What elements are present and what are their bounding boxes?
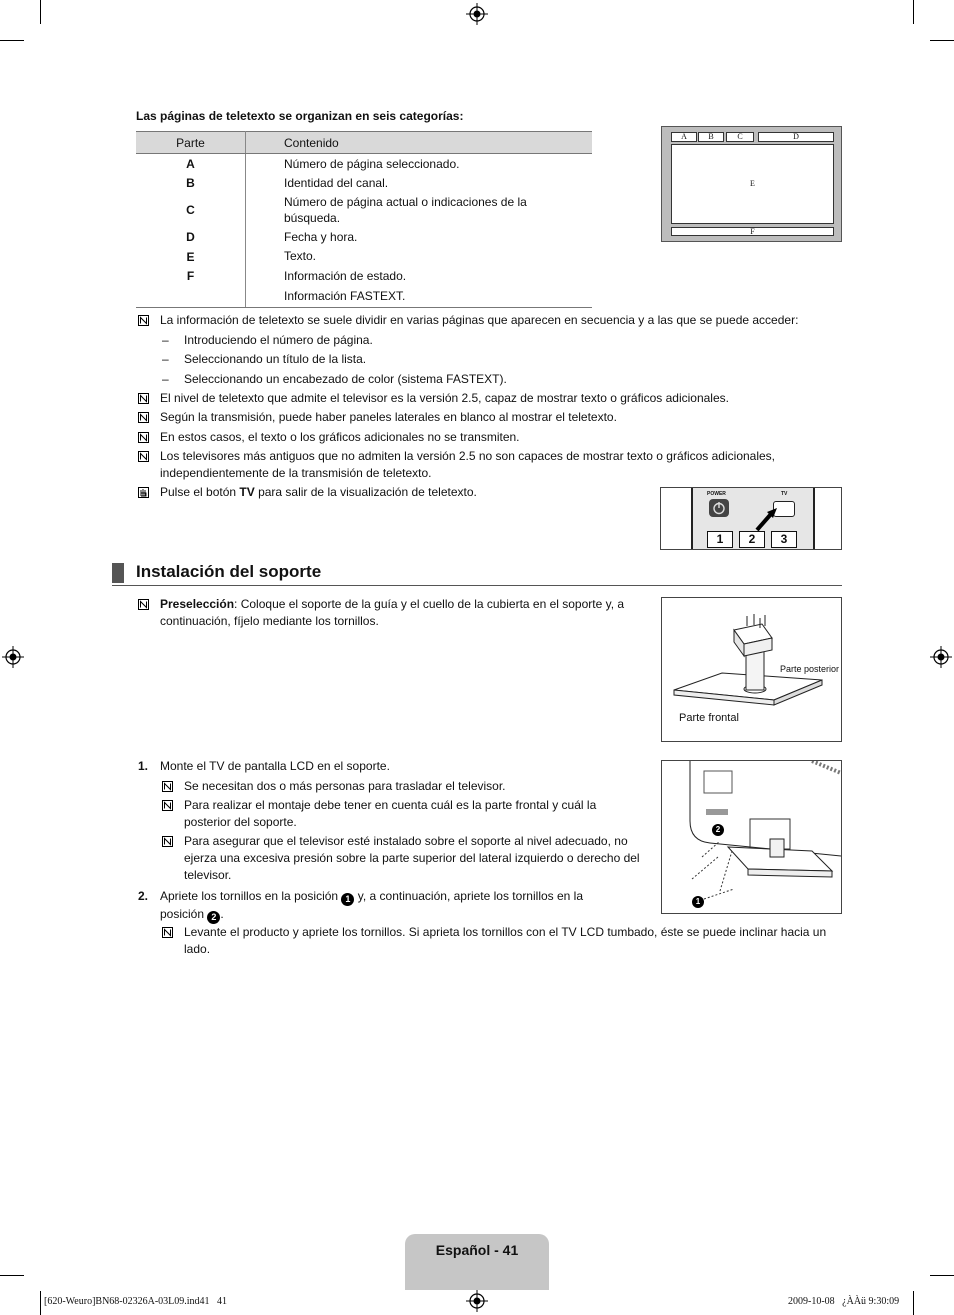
table-row: B Identidad del canal. <box>136 173 592 193</box>
teletext-note-4: En estos casos, el texto o los gráficos adicionales no se transmiten. <box>160 430 520 444</box>
teletext-screen-diagram <box>661 126 842 242</box>
position-1-badge: 1 <box>341 893 354 906</box>
callout-2-badge: 2 <box>712 824 724 836</box>
registration-mark-icon <box>2 646 24 668</box>
front-label: Parte frontal <box>679 712 739 724</box>
tv-label: TV <box>781 491 788 497</box>
remote-note-icon <box>138 487 149 498</box>
step2-note: Levante el producto y apriete los tornillos. Si aprieta los tornillos con el TV LCD tumbado, éste se puede inclinar hacia un lado. <box>184 925 827 956</box>
note-icon <box>138 315 149 326</box>
note-icon <box>138 599 149 610</box>
power-label: POWER <box>707 491 726 497</box>
table-row: E Texto. <box>136 247 592 266</box>
crop-mark <box>40 0 41 24</box>
note-icon <box>162 781 173 792</box>
crop-mark <box>0 1275 24 1276</box>
tv-exit-note: Pulse el botón TV para salir de la visualización de teletexto. <box>160 485 477 499</box>
tv-back-drawing <box>662 761 841 913</box>
bullet-dash: – <box>162 352 169 366</box>
registration-mark-icon <box>466 3 488 25</box>
file-info: [620-Weuro]BN68-02326A-03L09.ind41 41 <box>44 1296 228 1307</box>
crop-mark <box>930 40 954 41</box>
diagram-d: D <box>758 132 834 142</box>
digit-button-2[interactable]: 2 <box>739 531 765 548</box>
access-item: Seleccionando un título de la lista. <box>184 352 367 366</box>
table-header-part: Parte <box>136 132 246 154</box>
teletext-heading: Las páginas de teletexto se organizan en seis categorías: <box>136 109 464 123</box>
diagram-c: C <box>726 132 754 142</box>
crop-mark <box>913 0 914 24</box>
power-icon <box>709 499 729 517</box>
step-number: 2. <box>138 889 149 903</box>
preselection-note: Preselección: Coloque el soporte de la guía y el cuello de la cubierta en el soporte y, a continuación, fíjelo mediante los tornillos. <box>160 597 625 628</box>
table-row: D Fecha y hora. <box>136 227 592 247</box>
note-icon <box>162 836 173 847</box>
section-title: Instalación del soporte <box>136 562 322 581</box>
remote-control-image <box>660 487 842 550</box>
step2-text: Apriete los tornillos en la posición 1 y, a continuación, apriete los tornillos en la posición 2 . <box>160 889 584 922</box>
section-underline <box>112 585 842 586</box>
teletext-note-2: El nivel de teletexto que admite el televisor es la versión 2.5, capaz de mostrar texto o gráficos adicionales. <box>160 391 729 405</box>
note-icon <box>138 451 149 462</box>
stand-assembly-image <box>661 597 842 742</box>
diagram-a: A <box>671 132 697 142</box>
teletext-note-5: Los televisores más antiguos que no admiten la versión 2.5 no son capaces de mostrar texto o gráficos adicionales, independientemente de la transmisión de teletexto. <box>160 449 776 480</box>
power-button[interactable] <box>709 499 729 517</box>
note-icon <box>162 927 173 938</box>
table-row: C Número de página actual o indicaciones de la búsqueda. <box>136 193 592 227</box>
rear-label: Parte posterior <box>780 664 840 674</box>
teletext-note-1: La información de teletexto se suele dividir en varias páginas que aparecen en secuencia y a las que se puede acceder: <box>160 313 799 327</box>
teletext-table <box>136 131 592 308</box>
registration-mark-icon <box>930 646 952 668</box>
step1-note-1: Se necesitan dos o más personas para trasladar el televisor. <box>184 779 506 793</box>
diagram-e: E <box>671 144 834 224</box>
table-row: F Información de estado. <box>136 266 592 286</box>
note-icon <box>162 800 173 811</box>
table-row: Información FASTEXT. <box>136 286 592 308</box>
crop-mark <box>930 1275 954 1276</box>
access-item: Introduciendo el número de página. <box>184 333 373 347</box>
pointer-arrow-icon <box>753 504 783 534</box>
table-header-content: Contenido <box>246 132 593 154</box>
step1-text: Monte el TV de pantalla LCD en el soporte. <box>160 759 390 773</box>
diagram-b: B <box>698 132 724 142</box>
registration-mark-icon <box>466 1290 488 1312</box>
bullet-dash: – <box>162 333 169 347</box>
crop-mark <box>40 1291 41 1315</box>
step-number: 1. <box>138 759 149 773</box>
position-2-badge: 2 <box>207 911 220 924</box>
print-timestamp: 2009-10-08 ¿ÀÀü 9:30:09 <box>788 1296 900 1307</box>
note-icon <box>138 412 149 423</box>
page-number-label: Español - 41 <box>435 1242 519 1258</box>
tv-back-screw-image <box>661 760 842 914</box>
digit-button-1[interactable]: 1 <box>707 531 733 548</box>
section-marker <box>112 563 124 583</box>
teletext-note-3: Según la transmisión, puede haber paneles laterales en blanco al mostrar el teletexto. <box>160 410 617 424</box>
note-icon <box>138 393 149 404</box>
bullet-dash: – <box>162 372 169 386</box>
step1-note-2: Para realizar el montaje debe tener en cuenta cuál es la parte frontal y cuál la posterior del soporte. <box>184 798 597 829</box>
step1-note-3: Para asegurar que el televisor esté instalado sobre el soporte al nivel adecuado, no ejerza una excesiva presión sobre la parte superior del lateral izquierdo o derecho del televisor. <box>184 834 640 882</box>
note-icon <box>138 432 149 443</box>
page-label-bubble <box>405 1234 549 1290</box>
access-item: Seleccionando un encabezado de color (sistema FASTEXT). <box>184 372 507 386</box>
crop-mark <box>0 40 24 41</box>
table-row: A Número de página seleccionado. <box>136 154 592 174</box>
diagram-f: F <box>671 227 834 236</box>
crop-mark <box>913 1291 914 1315</box>
callout-1-badge: 1 <box>692 896 704 908</box>
digit-button-3[interactable]: 3 <box>771 531 797 548</box>
